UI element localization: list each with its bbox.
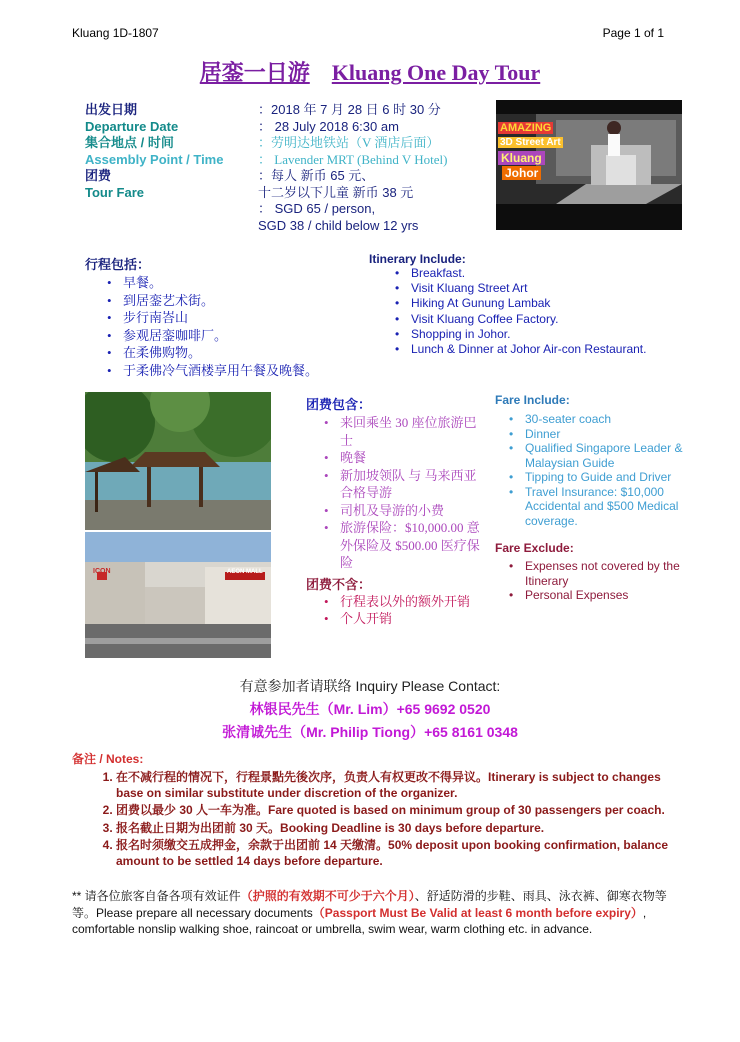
itinerary-zh-list [105, 274, 365, 380]
itinerary-zh-item: • 到居銮艺术街。 [105, 292, 365, 310]
footer-star: ** [72, 889, 82, 903]
itinerary-en-list [393, 266, 689, 357]
itinerary-zh-item: • 在柔佛购物。 [105, 344, 365, 362]
title-en: Kluang One Day Tour [331, 60, 541, 85]
page-title [0, 56, 740, 87]
fare-include-en-item: • Dinner [507, 427, 685, 442]
info-values [258, 102, 490, 234]
itinerary-en-item: • Hiking At Gunung Lambak [393, 296, 689, 311]
itinerary-en-item: • Visit Kluang Coffee Factory. [393, 312, 689, 327]
contact-lim: 林银民先生（Mr. Lim）+65 9692 0520 [249, 701, 491, 717]
tour-fare-zh-2: 十二岁以下儿童 新币 38 元 [258, 184, 414, 200]
itinerary-en-heading: Itinerary Include: [369, 252, 466, 266]
itinerary-en-item: • Breakfast. [393, 266, 689, 281]
fare-include-en-heading: Fare Include: [495, 393, 570, 407]
itinerary-en [369, 252, 689, 357]
street-art-photo [496, 100, 682, 230]
park-illustration [85, 392, 271, 530]
note-item [116, 803, 672, 819]
note-item [116, 770, 672, 801]
footer-text-1: 请各位旅客自备各项有效证件 [81, 889, 241, 903]
fare-exclude-en-list [507, 559, 685, 603]
fare-include-zh-list [322, 414, 486, 572]
fare-exclude-zh-item: • 行程表以外的额外开销 [322, 593, 486, 611]
document-id: Kluang 1D-1807 [72, 26, 159, 40]
itinerary-zh-item: • 参观居銮咖啡厂。 [105, 327, 365, 345]
itinerary-en-item: • Lunch & Dinner at Johor Air-con Restaurant. [393, 342, 689, 357]
tour-fare-zh-1: ：每人 新币 65 元、 [258, 168, 375, 183]
photo-badge-johor: Johor [502, 166, 541, 180]
fare-exclude-en-item: • Personal Expenses [507, 588, 685, 603]
assembly-point-zh: ：劳明达地铁站（V 酒店后面） [258, 135, 440, 150]
title-zh: 居銮一日游 [199, 60, 310, 85]
assembly-label-zh: 集合地点 / 时间 [85, 135, 174, 150]
fare-include-zh-item: • 来回乘坐 30 座位旅游巴士 [322, 414, 486, 449]
mall-photo [85, 532, 271, 658]
mall-illustration [85, 532, 271, 658]
fare-include-en-list [507, 412, 685, 528]
note-en: 50% deposit upon booking confirmation, balance amount to be settled 14 days before departure. [116, 838, 669, 868]
footer-text-3: , comfortable nonslip walking shoe, raincoat or umbrella, swim wear, warm clothing etc. in advance. [72, 905, 647, 936]
fare-include-zh-item: • 旅游保险：$10,000.00 意外保险及 $500.00 医疗保险 [322, 519, 486, 572]
fare-exclude-zh-heading: 团费不含： [306, 576, 372, 592]
fare-exclude-en-heading: Fare Exclude: [495, 541, 574, 555]
fare-exclude-en-item: • Expenses not covered by the Itinerary [507, 559, 685, 588]
note-item [116, 838, 672, 869]
itinerary-en-item: • Visit Kluang Street Art [393, 281, 689, 296]
note-zh: 在不减行程的情况下，行程景點先後次序，负责人有权更改不得异议。 [116, 770, 489, 784]
fare-include-zh-item: • 司机及导游的小费 [322, 502, 486, 520]
note-en: Booking Deadline is 30 days before departure. [280, 820, 545, 835]
note-zh: 团费以最少 30 人一车为准。 [116, 803, 269, 817]
footer-passport-zh: （护照的有效期不可少于六个月） [240, 889, 415, 903]
photo-badge-amazing: AMAZING [500, 122, 552, 134]
photo-badge-3d: 3D Street Art [500, 137, 561, 148]
fare-exclude-zh-item: • 个人开销 [322, 610, 486, 628]
fare-include-en-item: • Tipping to Guide and Driver [507, 470, 685, 485]
departure-date-label-en: Departure Date [85, 118, 179, 134]
note-item [116, 821, 672, 837]
assembly-label-en: Assembly Point / Time [85, 151, 224, 167]
contact-tiong: 张清诚先生（Mr. Philip Tiong）+65 8161 0348 [222, 724, 518, 740]
departure-date-en: ： 28 July 2018 6:30 am [258, 118, 399, 134]
footer-note [72, 888, 672, 938]
itinerary-zh-item: • 于柔佛冷气酒楼享用午餐及晚餐。 [105, 362, 365, 380]
fare-include-en-item: • Qualified Singapore Leader & Malaysian Guide [507, 441, 685, 470]
itinerary-zh [85, 254, 365, 380]
footer-text-2: 、舒适防滑的步鞋、雨具、泳衣裤、御寒衣物等等。Please prepare all necessary documents [72, 889, 667, 920]
assembly-point-en: ： Lavender MRT (Behind V Hotel) [258, 151, 448, 167]
fare-include-en-item: • 30-seater coach [507, 412, 685, 427]
tour-fare-label-en: Tour Fare [85, 184, 144, 200]
contact-heading: 有意参加者请联络 Inquiry Please Contact: [239, 678, 501, 694]
itinerary-en-item: • Shopping in Johor. [393, 327, 689, 342]
contact-block [0, 676, 740, 742]
itinerary-zh-item: • 步行南峇山 [105, 309, 365, 327]
fare-include-zh-item: • 晚餐 [322, 449, 486, 467]
tour-fare-en-2: SGD 38 / child below 12 yrs [258, 217, 419, 233]
photo-badge-kluang: Kluang [498, 151, 545, 165]
note-zh: 报名时须缴交五成押金，余款于出团前 14 天缴清。 [116, 838, 389, 852]
footer-passport-en: （Passport Must Be Valid at least 6 month before expiry） [312, 905, 643, 920]
park-photo [85, 392, 271, 530]
info-labels [85, 102, 255, 201]
notes-list [72, 770, 672, 869]
departure-date-zh: ：2018 年 7 月 28 日 6 时 30 分 [258, 102, 441, 117]
fare-include-en-item: • Travel Insurance: $10,000 Accidental and $500 Medical coverage. [507, 485, 685, 529]
fare-include-zh-item: • 新加坡领队 与 马来西亚合格导游 [322, 467, 486, 502]
page-number: Page 1 of 1 [602, 26, 664, 40]
departure-date-label-zh: 出发日期 [85, 102, 138, 117]
itinerary-zh-heading: 行程包括： [85, 257, 151, 272]
itinerary-zh-item: • 早餐。 [105, 274, 365, 292]
note-en: Itinerary is subject to changes base on similar substitute under discretion of the organizer. [116, 770, 661, 800]
fare-include-en [495, 393, 685, 603]
note-zh: 报名截止日期为出团前 30 天。 [116, 820, 281, 835]
note-en: Fare quoted is based on minimum group of 30 passengers per coach. [268, 803, 665, 817]
tour-fare-label-zh: 团费 [85, 168, 112, 183]
tour-fare-en-1: ： SGD 65 / person, [258, 201, 376, 216]
fare-include-zh [306, 394, 486, 628]
mall-sign-aeon: AEON MALL [227, 569, 263, 575]
street-art-illustration [496, 100, 682, 230]
notes-block [72, 750, 672, 871]
fare-exclude-zh-list [322, 593, 486, 628]
fare-include-zh-heading: 团费包含： [306, 397, 372, 412]
mall-sign-icon: ICON [93, 568, 111, 575]
notes-heading: 备注 / Notes: [72, 752, 144, 766]
